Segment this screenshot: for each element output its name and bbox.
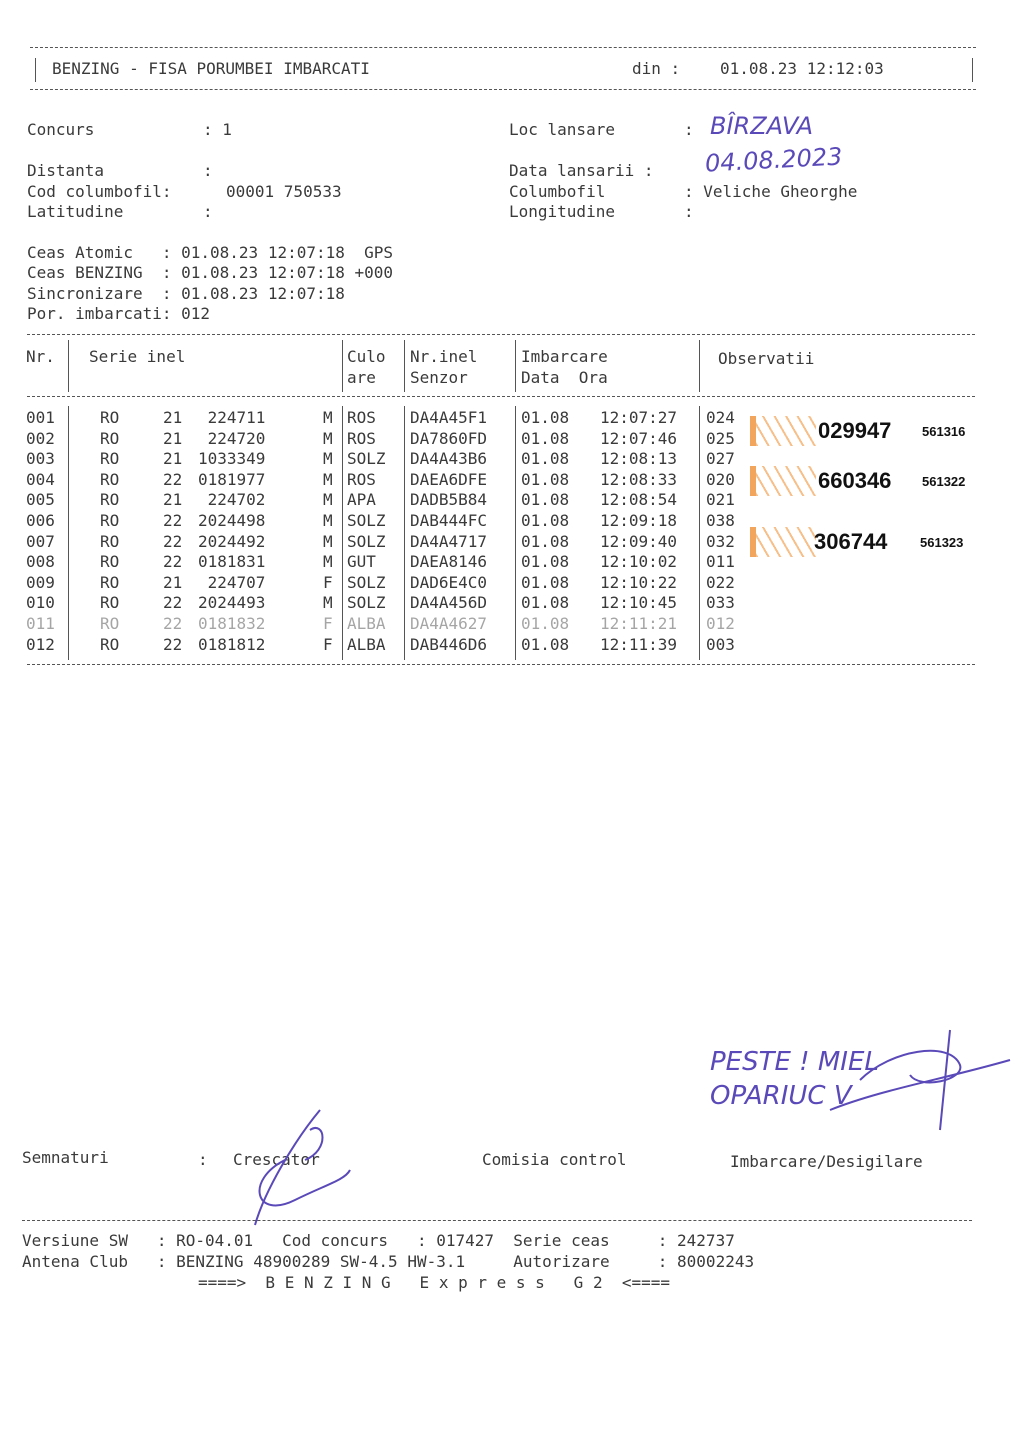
cell-nr: 009 [26,572,55,592]
cell-sensor: DAB446D6 [410,634,488,654]
cell-c: RO [100,614,120,633]
header-observatii: Observatii [718,349,815,368]
header-data-ora: Data Ora [521,368,608,387]
header-bottom-border [30,89,976,90]
ceas-atomic-line: Ceas Atomic : 01.08.23 12:07:18 GPS [27,243,394,262]
cell-sex: M [323,593,333,613]
cell-ring: 2024498 [198,511,266,530]
imbarcare-desigilare-label: Imbarcare/Desigilare [730,1152,923,1171]
cell-sex: F [323,614,333,633]
columbofil-label: Columbofil [509,182,606,201]
cell-col: ROS [347,469,376,489]
cell-nr: 005 [26,490,55,510]
cell-col: SOLZ [347,449,386,469]
cell-time: 12:09:18 [600,511,678,530]
cell-obs: 038 [706,511,735,530]
cell-col: SOLZ [347,511,386,530]
cell-ring: 0181832 [198,614,266,633]
cell-time: 12:09:40 [600,531,678,551]
cell-sensor: DA4A456D [410,593,488,613]
din-label: din : [632,59,681,78]
cell-ring: 224702 [198,490,266,510]
cell-date: 01.08 [521,469,570,489]
comisia-control-label: Comisia control [482,1150,627,1169]
cell-y: 21 [163,490,183,510]
seal-sticker-2 [750,466,991,496]
seal-number-3: 561323 [920,535,964,550]
cell-time: 12:10:45 [600,593,678,613]
cell-nr: 004 [26,469,55,489]
col-sep-4 [515,340,516,392]
footer-line-1: Versiune SW : RO-04.01 Cod concurs : 017427 Serie ceas : 242737 [22,1231,735,1250]
cell-nr: 003 [26,449,55,469]
cell-ring: 1033349 [198,449,266,469]
cell-ring: 0181977 [198,469,266,489]
footer-divider [22,1220,972,1221]
header-nr: Nr. [26,347,55,366]
cod-columbofil-label: Cod columbofil: [27,182,172,201]
cell-obs: 020 [706,469,735,489]
cell-date: 01.08 [521,511,570,530]
cell-sex: M [323,449,333,469]
cell-y: 21 [163,408,183,427]
cell-nr: 008 [26,552,55,572]
table-bottom-border [27,664,975,665]
cell-obs: 012 [706,614,735,633]
cell-sensor: DAEA6DFE [410,469,488,489]
cell-c: RO [100,634,120,654]
cell-col: ROS [347,428,376,448]
cell-nr: 002 [26,428,55,448]
cell-obs: 021 [706,490,735,510]
cell-obs: 024 [706,408,735,427]
seal-sticker-1 [750,416,991,446]
concurs-value: : 1 [203,120,232,139]
cell-date: 01.08 [521,634,570,654]
col-sep-2 [342,340,343,392]
cell-date: 01.08 [521,614,570,633]
cell-date: 01.08 [521,449,570,469]
loc-lansare-handwritten: BÎRZAVA [710,112,814,140]
cell-c: RO [100,408,120,427]
distanta-label: Distanta [27,161,105,180]
cell-col: APA [347,490,376,510]
handwritten-note: PESTE ! MIEL OPARIUC V [710,1047,879,1111]
cell-obs: 011 [706,552,735,572]
cell-date: 01.08 [521,428,570,448]
distanta-colon: : [203,161,213,180]
cell-date: 01.08 [521,408,570,427]
cell-sensor: DA4A45F1 [410,408,488,427]
cell-date: 01.08 [521,490,570,510]
data-lansarii-label: Data lansarii : [509,161,654,180]
cell-y: 21 [163,449,183,469]
cell-obs: 003 [706,634,735,654]
cell-sensor: DAB444FC [410,511,488,530]
cell-c: RO [100,531,120,551]
col-sep-body-5 [699,406,700,660]
header-serie-inel: Serie inel [89,347,186,366]
cell-obs: 033 [706,593,735,613]
header-imbarcare: Imbarcare [521,347,608,366]
loc-lansare-colon: : [684,120,694,139]
cell-y: 21 [163,428,183,448]
cell-col: ALBA [347,614,386,633]
loc-lansare-label: Loc lansare [509,120,615,139]
cell-y: 22 [163,552,183,572]
cell-sex: M [323,552,333,572]
seal-code-2: 660346 [818,468,892,493]
col-sep-body-1 [68,406,69,660]
footer-line-2: Antena Club : BENZING 48900289 SW-4.5 HW-3.1 Autorizare : 80002243 [22,1252,755,1271]
cell-col: SOLZ [347,593,386,613]
cell-y: 21 [163,572,183,592]
seal-code-3: 306744 [814,529,888,554]
seal-code-1: 029947 [818,418,892,443]
cell-sensor: DAEA8146 [410,552,488,572]
cell-nr: 007 [26,531,55,551]
col-sep-1 [68,340,69,392]
cell-y: 22 [163,511,183,530]
signature-imbarcare [800,1020,1020,1150]
footer-line-3: ====> B E N Z I N G E x p r e s s G 2 <==== [198,1273,671,1292]
header-culoare-bottom: are [347,368,376,387]
data-lansarii-handwritten: 04.08.2023 [704,142,844,178]
col-sep-body-2 [342,406,343,660]
cell-ring: 0181812 [198,634,266,654]
cell-col: SOLZ [347,531,386,551]
cell-date: 01.08 [521,593,570,613]
cell-nr: 001 [26,408,55,427]
crescator-label: Crescator [233,1150,320,1169]
cell-obs: 027 [706,449,735,469]
cell-c: RO [100,593,120,613]
cell-ring: 224711 [198,408,266,427]
cell-obs: 032 [706,531,735,551]
signature-crescator [225,1100,365,1230]
cell-time: 12:08:33 [600,469,678,489]
cell-sex: M [323,469,333,489]
cell-time: 12:10:22 [600,572,678,592]
cell-y: 22 [163,531,183,551]
seal-number-2: 561322 [922,474,966,489]
header-right-border [972,58,973,82]
cell-c: RO [100,449,120,469]
cell-time: 12:10:02 [600,552,678,572]
cell-sex: F [323,572,333,592]
col-sep-body-4 [515,406,516,660]
cell-y: 22 [163,469,183,489]
header-culoare-top: Culo [347,347,386,366]
col-sep-body-3 [404,406,405,660]
semnaturi-colon: : [198,1150,208,1169]
cell-sensor: DA7860FD [410,428,488,448]
cell-nr: 012 [26,634,55,654]
semnaturi-label: Semnaturi [22,1148,109,1167]
latitudine-label: Latitudine [27,202,124,221]
cell-time: 12:08:54 [600,490,678,510]
cell-c: RO [100,552,120,572]
col-sep-5 [699,340,700,392]
cell-nr: 006 [26,511,55,530]
cell-c: RO [100,511,120,530]
header-left-border [35,58,36,82]
cell-sex: M [323,428,333,448]
cell-sex: M [323,490,333,510]
cell-y: 22 [163,593,183,613]
header-top-border [30,47,976,48]
table-top-border [27,334,975,335]
cell-c: RO [100,572,120,592]
porumbei-imbarcati-line: Por. imbarcati: 012 [27,304,211,323]
cell-sensor: DA4A4627 [410,614,488,633]
header-datetime: 01.08.23 12:12:03 [720,59,884,78]
cell-time: 12:08:13 [600,449,678,469]
cell-ring: 224720 [198,428,266,448]
cell-sensor: DADB5B84 [410,490,488,510]
cell-ring: 2024492 [198,531,266,551]
document-title: BENZING - FISA PORUMBEI IMBARCATI [52,59,370,78]
cell-ring: 2024493 [198,593,266,613]
cell-y: 22 [163,614,183,633]
cell-sex: M [323,511,333,530]
table-header-divider [27,396,975,397]
cell-sensor: DA4A4717 [410,531,488,551]
cell-nr: 010 [26,593,55,613]
cell-date: 01.08 [521,531,570,551]
seal-sticker-3 [750,527,991,557]
cell-col: SOLZ [347,572,386,592]
cell-ring: 224707 [198,572,266,592]
cell-time: 12:11:21 [600,614,678,633]
cell-sex: M [323,531,333,551]
cell-time: 12:07:27 [600,408,678,427]
cell-c: RO [100,469,120,489]
cell-col: ROS [347,408,376,427]
cell-date: 01.08 [521,572,570,592]
seal-number-1: 561316 [922,424,966,439]
col-sep-3 [404,340,405,392]
longitudine-colon: : [684,202,694,221]
cell-sensor: DA4A43B6 [410,449,488,469]
concurs-label: Concurs [27,120,95,139]
cell-col: ALBA [347,634,386,654]
cell-obs: 022 [706,572,735,592]
cell-date: 01.08 [521,552,570,572]
cell-sensor: DAD6E4C0 [410,572,488,592]
cell-obs: 025 [706,428,735,448]
cod-columbofil-value: 00001 750533 [226,182,342,201]
latitudine-colon: : [203,202,213,221]
cell-nr: 011 [26,614,55,633]
cell-c: RO [100,490,120,510]
header-nr-inel: Nr.inel [410,347,478,366]
cell-sex: F [323,634,333,654]
cell-time: 12:11:39 [600,634,678,654]
cell-col: GUT [347,552,376,572]
header-senzor: Senzor [410,368,468,387]
longitudine-label: Longitudine [509,202,615,221]
cell-sex: M [323,408,333,427]
columbofil-value: : Veliche Gheorghe [684,182,858,201]
sincronizare-line: Sincronizare : 01.08.23 12:07:18 [27,284,345,303]
cell-y: 22 [163,634,183,654]
ceas-benzing-line: Ceas BENZING : 01.08.23 12:07:18 +000 [27,263,394,282]
cell-ring: 0181831 [198,552,266,572]
cell-time: 12:07:46 [600,428,678,448]
cell-c: RO [100,428,120,448]
